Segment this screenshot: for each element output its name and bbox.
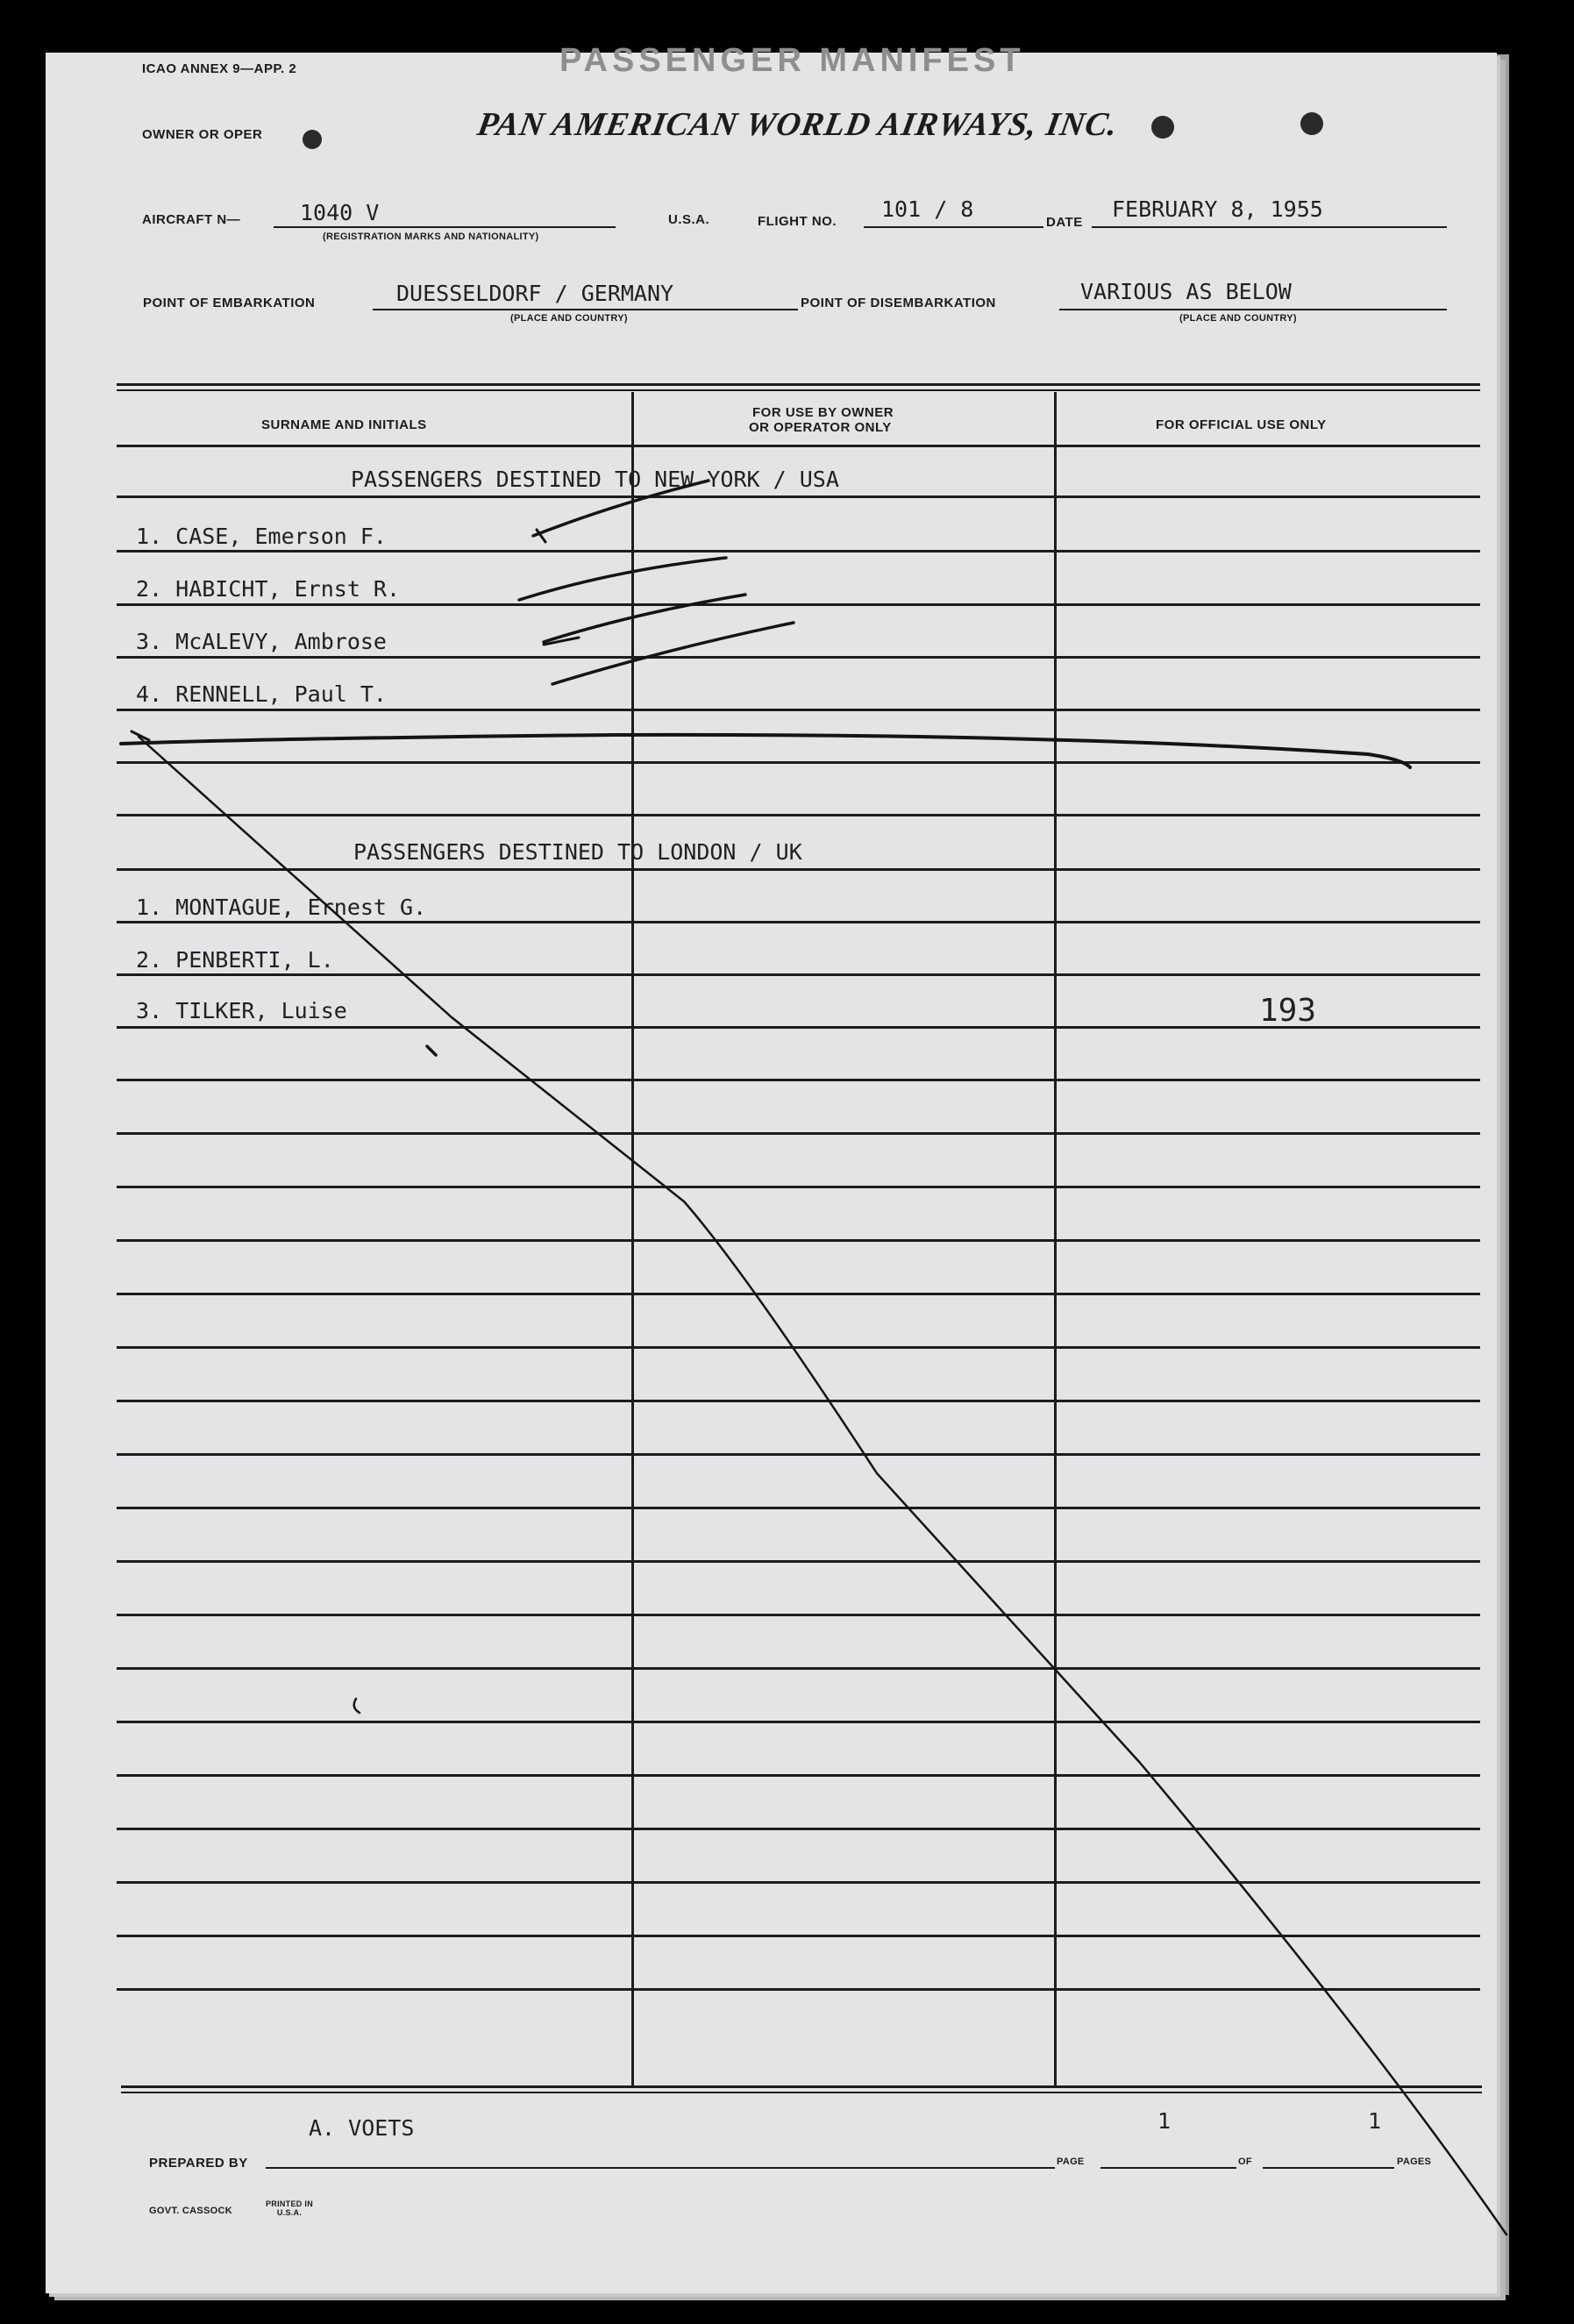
prepared-by-label: PREPARED BY — [149, 2156, 248, 2171]
group-heading-london: PASSENGERS DESTINED TO LONDON / UK — [353, 839, 802, 865]
date-value: FEBRUARY 8, 1955 — [1112, 196, 1323, 222]
faint-title: PASSENGER MANIFEST — [559, 42, 1025, 79]
check-mark — [519, 558, 726, 600]
form-code: ICAO ANNEX 9—APP. 2 — [142, 61, 297, 76]
col-surname-header: SURNAME AND INITIALS — [261, 417, 427, 432]
passenger-row: 4. RENNELL, Paul T. — [136, 681, 387, 707]
embarkation-caption: (PLACE AND COUNTRY) — [510, 313, 628, 324]
stray-mark — [427, 1046, 436, 1055]
passenger-row: 1. CASE, Emerson F. — [136, 524, 387, 549]
embarkation-label: POINT OF EMBARKATION — [143, 296, 316, 310]
aircraft-value: 1040 V — [300, 200, 380, 225]
form-number: GOVT. CASSOCK — [149, 2206, 232, 2216]
check-mark — [533, 481, 709, 536]
flight-label: FLIGHT NO. — [758, 214, 837, 229]
printed-stamp: PRINTED IN U.S.A. — [265, 2199, 313, 2217]
col-owner-header-2: OR OPERATOR ONLY — [749, 420, 892, 435]
passenger-row: 1. MONTAGUE, Ernest G. — [136, 895, 427, 920]
preparer-name: A. VOETS — [309, 2115, 415, 2141]
page-label: PAGE — [1057, 2156, 1085, 2167]
date-label: DATE — [1046, 215, 1083, 230]
aircraft-label: AIRCRAFT N— — [142, 212, 241, 227]
passenger-row: 2. PENBERTI, L. — [136, 947, 334, 973]
cutoff-line — [121, 735, 1410, 767]
check-mark — [552, 623, 794, 684]
of-label: OF — [1238, 2156, 1252, 2167]
passenger-row: 3. TILKER, Luise — [136, 998, 347, 1023]
flight-value: 101 / 8 — [881, 196, 974, 222]
disembarkation-value: VARIOUS AS BELOW — [1080, 279, 1292, 304]
passenger-row: 2. HABICHT, Ernst R. — [136, 576, 401, 602]
col-official-header: FOR OFFICIAL USE ONLY — [1156, 417, 1327, 432]
group-heading-new-york: PASSENGERS DESTINED TO NEW YORK / USA — [351, 467, 839, 492]
official-note: 193 — [1259, 993, 1317, 1029]
pages-label: PAGES — [1397, 2156, 1432, 2167]
owner-label: OWNER OR OPER — [142, 127, 263, 142]
check-mark — [544, 595, 745, 642]
stray-mark — [354, 1699, 360, 1713]
page-total: 1 — [1368, 2108, 1382, 2134]
disembarkation-caption: (PLACE AND COUNTRY) — [1179, 313, 1297, 324]
passenger-row: 3. McALEVY, Ambrose — [136, 629, 387, 654]
embarkation-value: DUESSELDORF / GERMANY — [396, 281, 674, 306]
page-number: 1 — [1157, 2108, 1172, 2134]
airline-name: PAN AMERICAN WORLD AIRWAYS, INC. — [474, 106, 1122, 143]
registration-caption: (REGISTRATION MARKS AND NATIONALITY) — [323, 232, 539, 242]
disembarkation-label: POINT OF DISEMBARKATION — [801, 296, 996, 310]
usa-label: U.S.A. — [668, 212, 710, 227]
diagonal-strike — [139, 737, 1506, 2235]
col-owner-header-1: FOR USE BY OWNER — [752, 405, 894, 420]
